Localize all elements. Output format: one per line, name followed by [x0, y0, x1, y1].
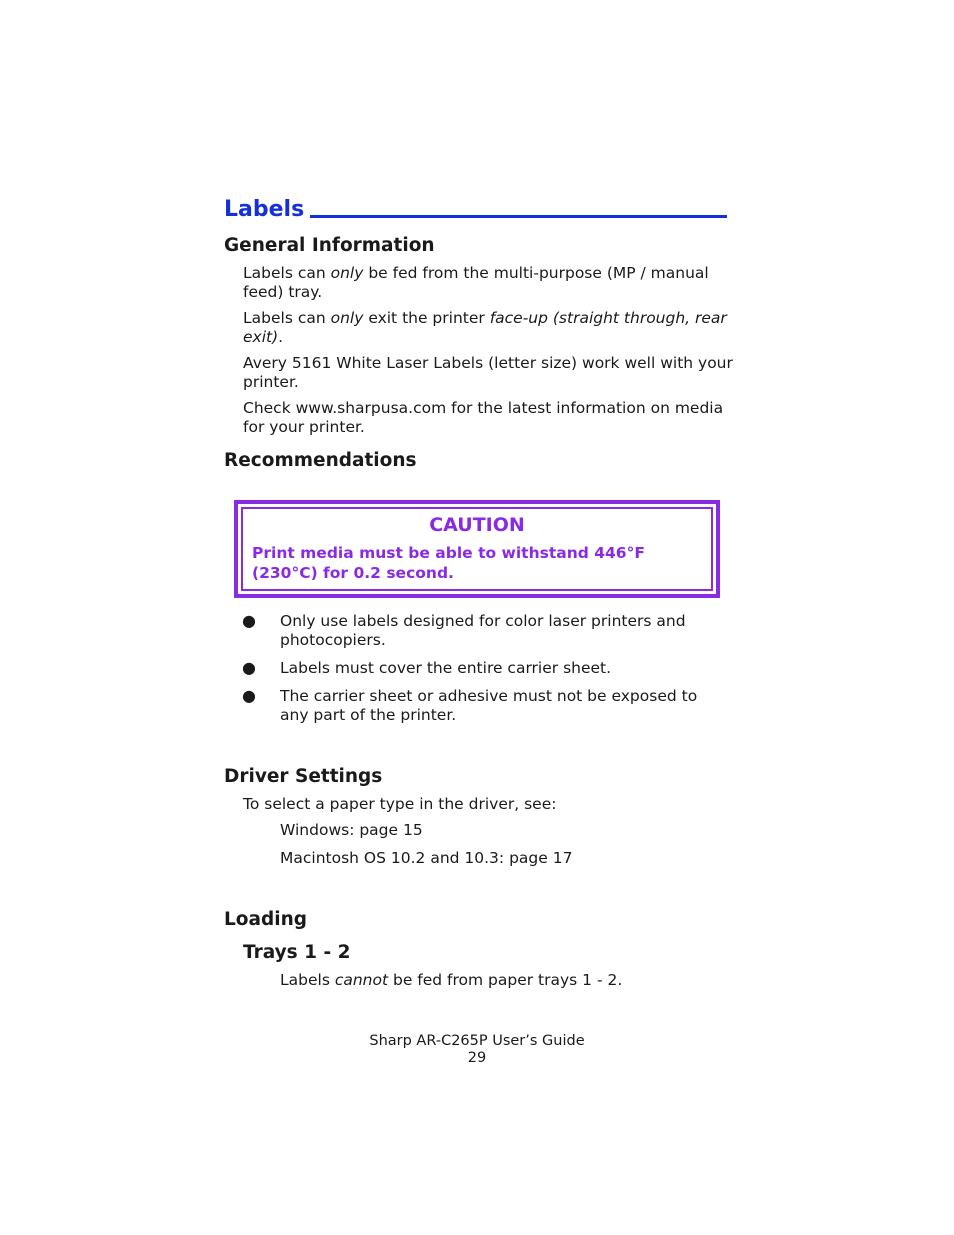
- general-paragraph-2: [243, 309, 733, 347]
- general-paragraph-4: Check www.sharpusa.com for the latest information on media for your printer.: [243, 399, 724, 436]
- text-run: be fed from paper trays 1 - 2.: [388, 971, 623, 989]
- driver-settings-heading: Driver Settings: [224, 766, 383, 787]
- page-title: [224, 197, 727, 222]
- bullet-icon: ●: [242, 611, 256, 630]
- caution-box: [234, 500, 720, 598]
- loading-heading: Loading: [224, 909, 307, 930]
- title-underline: [310, 215, 727, 218]
- emphasis-run: face-up (straight through, rear exit): [243, 309, 727, 346]
- bullet-icon: ●: [242, 686, 256, 705]
- emphasis-run: only: [330, 309, 364, 327]
- general-information-heading: General Information: [224, 235, 435, 256]
- text-run: Labels can: [243, 309, 331, 327]
- trays-subheading: Trays 1 - 2: [243, 942, 351, 963]
- text-run: be fed from the multi-purpose (MP / manual feed) tray.: [243, 264, 709, 301]
- list-item: The carrier sheet or adhesive must not be exposed to any part of the printer.: [280, 687, 698, 724]
- emphasis-run: only: [330, 264, 364, 282]
- macintosh-reference: Macintosh OS 10.2 and 10.3: page 17: [280, 849, 573, 867]
- list-item: Labels must cover the entire carrier sheet.: [280, 659, 612, 677]
- driver-intro: To select a paper type in the driver, see:: [243, 795, 557, 813]
- emphasis-run: cannot: [334, 971, 389, 989]
- page-title-text: Labels: [224, 197, 305, 222]
- general-paragraph-1: [243, 264, 733, 302]
- text-run: exit the printer: [363, 309, 490, 327]
- caution-text: Print media must be able to withstand 446°F (230°C) for 0.2 second.: [252, 544, 645, 582]
- text-run: Labels can: [243, 264, 331, 282]
- text-run: Labels: [280, 971, 335, 989]
- windows-reference: Windows: page 15: [280, 821, 423, 839]
- trays-text: [280, 971, 622, 989]
- footer-guide-title: Sharp AR-C265P User’s Guide: [369, 1033, 585, 1049]
- general-paragraph-3: Avery 5161 White Laser Labels (letter size) work well with your printer.: [243, 354, 733, 391]
- page-number: 29: [467, 1050, 487, 1066]
- recommendations-heading: Recommendations: [224, 450, 417, 471]
- text-run: .: [278, 328, 284, 346]
- caution-title: CAUTION: [429, 514, 525, 536]
- bullet-icon: ●: [242, 658, 256, 677]
- list-item: Only use labels designed for color laser printers and photocopiers.: [280, 612, 686, 649]
